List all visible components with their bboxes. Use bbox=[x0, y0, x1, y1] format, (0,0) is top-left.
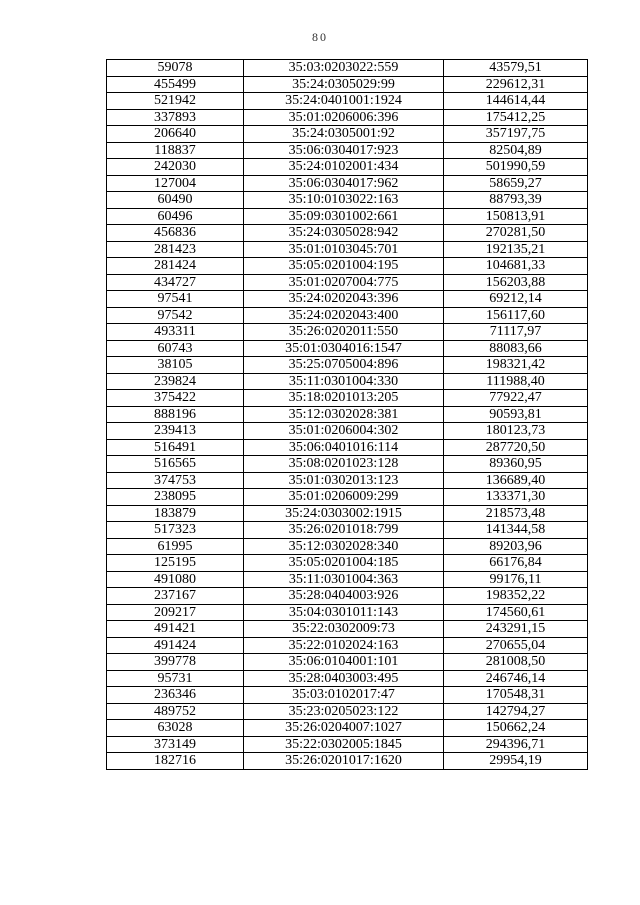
record-id-cell: 183879 bbox=[107, 505, 244, 522]
cadastral-number-cell: 35:06:0304017:962 bbox=[244, 175, 444, 192]
table-row bbox=[107, 225, 588, 242]
value-cell: 229612,31 bbox=[444, 76, 588, 93]
table-row bbox=[107, 340, 588, 357]
table-row bbox=[107, 505, 588, 522]
table-row bbox=[107, 307, 588, 324]
cadastral-number-cell: 35:08:0201023:128 bbox=[244, 456, 444, 473]
record-id-cell: 97541 bbox=[107, 291, 244, 308]
cadastral-number-cell: 35:05:0201004:195 bbox=[244, 258, 444, 275]
record-id-cell: 242030 bbox=[107, 159, 244, 176]
table-row bbox=[107, 406, 588, 423]
record-id-cell: 38105 bbox=[107, 357, 244, 374]
record-id-cell: 60496 bbox=[107, 208, 244, 225]
cadastral-number-cell: 35:24:0102001:434 bbox=[244, 159, 444, 176]
table-row bbox=[107, 522, 588, 539]
value-cell: 218573,48 bbox=[444, 505, 588, 522]
cadastral-number-cell: 35:18:0201013:205 bbox=[244, 390, 444, 407]
value-cell: 133371,30 bbox=[444, 489, 588, 506]
cadastral-number-cell: 35:22:0302005:1845 bbox=[244, 736, 444, 753]
value-cell: 357197,75 bbox=[444, 126, 588, 143]
record-id-cell: 455499 bbox=[107, 76, 244, 93]
value-cell: 270281,50 bbox=[444, 225, 588, 242]
cadastral-number-cell: 35:06:0401016:114 bbox=[244, 439, 444, 456]
table-row bbox=[107, 604, 588, 621]
record-id-cell: 60743 bbox=[107, 340, 244, 357]
record-id-cell: 375422 bbox=[107, 390, 244, 407]
value-cell: 29954,19 bbox=[444, 753, 588, 770]
cadastral-number-cell: 35:24:0202043:400 bbox=[244, 307, 444, 324]
cadastral-number-cell: 35:24:0303002:1915 bbox=[244, 505, 444, 522]
cadastral-number-cell: 35:11:0301004:363 bbox=[244, 571, 444, 588]
record-id-cell: 238095 bbox=[107, 489, 244, 506]
value-cell: 180123,73 bbox=[444, 423, 588, 440]
record-id-cell: 434727 bbox=[107, 274, 244, 291]
cadastral-number-cell: 35:09:0301002:661 bbox=[244, 208, 444, 225]
record-id-cell: 521942 bbox=[107, 93, 244, 110]
table-row bbox=[107, 60, 588, 77]
record-id-cell: 237167 bbox=[107, 588, 244, 605]
value-cell: 156203,88 bbox=[444, 274, 588, 291]
value-cell: 58659,27 bbox=[444, 175, 588, 192]
table-row bbox=[107, 390, 588, 407]
cadastral-number-cell: 35:26:0204007:1027 bbox=[244, 720, 444, 737]
table-row bbox=[107, 456, 588, 473]
cadastral-number-cell: 35:22:0302009:73 bbox=[244, 621, 444, 638]
value-cell: 142794,27 bbox=[444, 703, 588, 720]
cadastral-number-cell: 35:03:0203022:559 bbox=[244, 60, 444, 77]
cadastral-number-cell: 35:10:0103022:163 bbox=[244, 192, 444, 209]
table-row bbox=[107, 192, 588, 209]
cadastral-number-cell: 35:24:0305028:942 bbox=[244, 225, 444, 242]
table-row bbox=[107, 258, 588, 275]
value-cell: 246746,14 bbox=[444, 670, 588, 687]
table-row bbox=[107, 324, 588, 341]
table-row bbox=[107, 621, 588, 638]
table-row bbox=[107, 291, 588, 308]
table-row bbox=[107, 373, 588, 390]
value-cell: 66176,84 bbox=[444, 555, 588, 572]
cadastral-number-cell: 35:23:0205023:122 bbox=[244, 703, 444, 720]
value-cell: 501990,59 bbox=[444, 159, 588, 176]
table-row bbox=[107, 588, 588, 605]
cadastral-number-cell: 35:24:0202043:396 bbox=[244, 291, 444, 308]
cadastral-number-cell: 35:28:0404003:926 bbox=[244, 588, 444, 605]
value-cell: 281008,50 bbox=[444, 654, 588, 671]
table-row bbox=[107, 126, 588, 143]
value-cell: 89203,96 bbox=[444, 538, 588, 555]
value-cell: 104681,33 bbox=[444, 258, 588, 275]
data-table bbox=[106, 59, 588, 770]
cadastral-number-cell: 35:11:0301004:330 bbox=[244, 373, 444, 390]
value-cell: 90593,81 bbox=[444, 406, 588, 423]
value-cell: 198321,42 bbox=[444, 357, 588, 374]
value-cell: 77922,47 bbox=[444, 390, 588, 407]
table-row bbox=[107, 753, 588, 770]
record-id-cell: 59078 bbox=[107, 60, 244, 77]
record-id-cell: 63028 bbox=[107, 720, 244, 737]
value-cell: 89360,95 bbox=[444, 456, 588, 473]
record-id-cell: 236346 bbox=[107, 687, 244, 704]
value-cell: 71117,97 bbox=[444, 324, 588, 341]
table-row bbox=[107, 637, 588, 654]
table-row bbox=[107, 159, 588, 176]
cadastral-number-cell: 35:24:0401001:1924 bbox=[244, 93, 444, 110]
value-cell: 82504,89 bbox=[444, 142, 588, 159]
table-row bbox=[107, 654, 588, 671]
cadastral-number-cell: 35:04:0301011:143 bbox=[244, 604, 444, 621]
value-cell: 150813,91 bbox=[444, 208, 588, 225]
table-row bbox=[107, 489, 588, 506]
cadastral-number-cell: 35:26:0201017:1620 bbox=[244, 753, 444, 770]
value-cell: 88793,39 bbox=[444, 192, 588, 209]
page-number: 80 bbox=[312, 30, 328, 44]
cadastral-number-cell: 35:01:0207004:775 bbox=[244, 274, 444, 291]
value-cell: 294396,71 bbox=[444, 736, 588, 753]
cadastral-number-cell: 35:01:0103045:701 bbox=[244, 241, 444, 258]
record-id-cell: 491421 bbox=[107, 621, 244, 638]
table-row bbox=[107, 736, 588, 753]
value-cell: 136689,40 bbox=[444, 472, 588, 489]
table-row bbox=[107, 93, 588, 110]
record-id-cell: 888196 bbox=[107, 406, 244, 423]
cadastral-number-cell: 35:26:0202011:550 bbox=[244, 324, 444, 341]
table-row bbox=[107, 76, 588, 93]
record-id-cell: 239413 bbox=[107, 423, 244, 440]
table-row bbox=[107, 571, 588, 588]
record-id-cell: 239824 bbox=[107, 373, 244, 390]
value-cell: 141344,58 bbox=[444, 522, 588, 539]
value-cell: 270655,04 bbox=[444, 637, 588, 654]
table-row bbox=[107, 555, 588, 572]
value-cell: 192135,21 bbox=[444, 241, 588, 258]
value-cell: 69212,14 bbox=[444, 291, 588, 308]
value-cell: 111988,40 bbox=[444, 373, 588, 390]
record-id-cell: 125195 bbox=[107, 555, 244, 572]
table-row bbox=[107, 720, 588, 737]
cadastral-number-cell: 35:06:0104001:101 bbox=[244, 654, 444, 671]
cadastral-number-cell: 35:24:0305001:92 bbox=[244, 126, 444, 143]
record-id-cell: 456836 bbox=[107, 225, 244, 242]
value-cell: 174560,61 bbox=[444, 604, 588, 621]
record-id-cell: 61995 bbox=[107, 538, 244, 555]
value-cell: 198352,22 bbox=[444, 588, 588, 605]
table-row bbox=[107, 208, 588, 225]
value-cell: 88083,66 bbox=[444, 340, 588, 357]
cadastral-number-cell: 35:01:0304016:1547 bbox=[244, 340, 444, 357]
cadastral-number-cell: 35:06:0304017:923 bbox=[244, 142, 444, 159]
value-cell: 43579,51 bbox=[444, 60, 588, 77]
table-row bbox=[107, 439, 588, 456]
value-cell: 170548,31 bbox=[444, 687, 588, 704]
cadastral-number-cell: 35:28:0403003:495 bbox=[244, 670, 444, 687]
value-cell: 150662,24 bbox=[444, 720, 588, 737]
table-row bbox=[107, 109, 588, 126]
record-id-cell: 281424 bbox=[107, 258, 244, 275]
table-row bbox=[107, 241, 588, 258]
value-cell: 99176,11 bbox=[444, 571, 588, 588]
table-row bbox=[107, 670, 588, 687]
record-id-cell: 516491 bbox=[107, 439, 244, 456]
cadastral-number-cell: 35:26:0201018:799 bbox=[244, 522, 444, 539]
table-row bbox=[107, 274, 588, 291]
record-id-cell: 97542 bbox=[107, 307, 244, 324]
record-id-cell: 60490 bbox=[107, 192, 244, 209]
table-row bbox=[107, 423, 588, 440]
record-id-cell: 337893 bbox=[107, 109, 244, 126]
cadastral-number-cell: 35:05:0201004:185 bbox=[244, 555, 444, 572]
record-id-cell: 127004 bbox=[107, 175, 244, 192]
cadastral-number-cell: 35:22:0102024:163 bbox=[244, 637, 444, 654]
table-row bbox=[107, 142, 588, 159]
cadastral-number-cell: 35:01:0302013:123 bbox=[244, 472, 444, 489]
record-id-cell: 374753 bbox=[107, 472, 244, 489]
record-id-cell: 206640 bbox=[107, 126, 244, 143]
value-cell: 287720,50 bbox=[444, 439, 588, 456]
record-id-cell: 118837 bbox=[107, 142, 244, 159]
record-id-cell: 281423 bbox=[107, 241, 244, 258]
record-id-cell: 95731 bbox=[107, 670, 244, 687]
record-id-cell: 517323 bbox=[107, 522, 244, 539]
value-cell: 144614,44 bbox=[444, 93, 588, 110]
record-id-cell: 373149 bbox=[107, 736, 244, 753]
cadastral-number-cell: 35:12:0302028:340 bbox=[244, 538, 444, 555]
value-cell: 243291,15 bbox=[444, 621, 588, 638]
record-id-cell: 493311 bbox=[107, 324, 244, 341]
cadastral-number-cell: 35:01:0206009:299 bbox=[244, 489, 444, 506]
cadastral-number-cell: 35:25:0705004:896 bbox=[244, 357, 444, 374]
cadastral-number-cell: 35:24:0305029:99 bbox=[244, 76, 444, 93]
record-id-cell: 399778 bbox=[107, 654, 244, 671]
value-cell: 175412,25 bbox=[444, 109, 588, 126]
table-row bbox=[107, 687, 588, 704]
cadastral-number-cell: 35:01:0206004:302 bbox=[244, 423, 444, 440]
record-id-cell: 209217 bbox=[107, 604, 244, 621]
table-row bbox=[107, 357, 588, 374]
cadastral-number-cell: 35:03:0102017:47 bbox=[244, 687, 444, 704]
table-row bbox=[107, 538, 588, 555]
record-id-cell: 182716 bbox=[107, 753, 244, 770]
record-id-cell: 491424 bbox=[107, 637, 244, 654]
record-id-cell: 516565 bbox=[107, 456, 244, 473]
record-id-cell: 491080 bbox=[107, 571, 244, 588]
table-body bbox=[107, 60, 588, 770]
table-row bbox=[107, 175, 588, 192]
cadastral-number-cell: 35:12:0302028:381 bbox=[244, 406, 444, 423]
value-cell: 156117,60 bbox=[444, 307, 588, 324]
record-id-cell: 489752 bbox=[107, 703, 244, 720]
cadastral-number-cell: 35:01:0206006:396 bbox=[244, 109, 444, 126]
table-row bbox=[107, 472, 588, 489]
table-row bbox=[107, 703, 588, 720]
